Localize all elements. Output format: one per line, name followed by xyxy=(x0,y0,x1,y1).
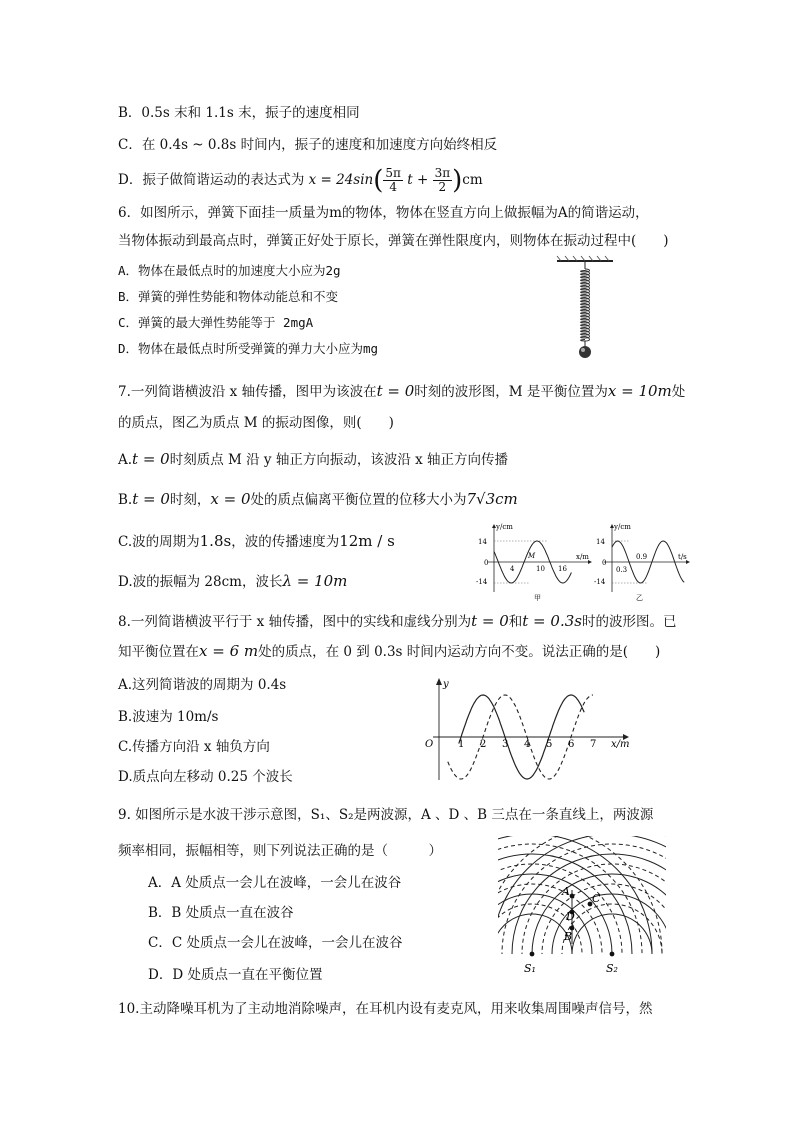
q9-option-a: A．A 处质点一会儿在波峰，一会儿在波谷 xyxy=(148,875,402,891)
q8-option-b: B.波速为 10m/s xyxy=(118,709,219,725)
q6-option-c: C．弹簧的最大弹性势能等于 2mgA xyxy=(118,315,314,330)
q6-option-a: A．物体在最低点时的加速度大小应为2g xyxy=(118,263,341,278)
svg-text:S₂: S₂ xyxy=(606,962,618,975)
svg-text:B: B xyxy=(564,930,573,943)
svg-text:10: 10 xyxy=(536,565,545,573)
figA-caption: 甲 xyxy=(534,594,541,602)
q6-option-b: B．弹簧的弹性势能和物体动能总和不变 xyxy=(118,289,339,304)
q9-option-d: D．D 处质点一直在平衡位置 xyxy=(148,967,323,983)
q6-stem-line2: 当物体振动到最高点时，弹簧正好处于原长，弹簧在弹性限度内，则物体在振动过程中( ) xyxy=(118,233,669,249)
mass-ball-icon xyxy=(579,346,591,358)
svg-text:A: A xyxy=(562,885,570,898)
svg-text:O: O xyxy=(425,739,434,750)
svg-text:16: 16 xyxy=(558,565,567,573)
svg-text:M: M xyxy=(528,552,536,560)
q8-tick-label: 6 xyxy=(568,739,575,750)
q6-option-d: D．物体在最低点时所受弹簧的弹力大小应为mg xyxy=(118,341,379,356)
q8-tick-label: 2 xyxy=(480,739,487,750)
q7-option-a: A.t = 0时刻质点 M 沿 y 轴正方向振动，该波沿 x 轴正方向传播 xyxy=(118,450,509,468)
svg-text:x/m: x/m xyxy=(611,739,630,750)
svg-text:y: y xyxy=(443,679,449,690)
svg-text:0.3: 0.3 xyxy=(616,566,628,574)
svg-text:t/s: t/s xyxy=(678,553,687,561)
q8-tick-label: 7 xyxy=(590,739,597,750)
svg-text:0: 0 xyxy=(602,559,607,567)
q9-stem-line1: 9. 如图所示是水波干涉示意图，S₁、S₂是两波源，A 、D 、B 三点在一条直线上，两波源 xyxy=(118,807,654,823)
q7-option-c: C.波的周期为1.8s，波的传播速度为12m / s xyxy=(118,532,395,550)
q8-option-a: A.这列简谐波的周期为 0.4s xyxy=(118,677,287,693)
q9-stem-line2: 频率相同，振幅相等，则下列说法正确的是（ ） xyxy=(118,843,442,859)
svg-text:0: 0 xyxy=(484,559,489,567)
q8-tick-label: 5 xyxy=(546,739,553,750)
q5-option-d-prefix: D．振子做简谐运动的表达式为 xyxy=(118,172,305,188)
q8-option-d: D.质点向左移动 0.25 个波长 xyxy=(118,769,293,785)
figB-caption: 乙 xyxy=(636,594,643,602)
q7-stem-line2: 的质点，图乙为质点 M 的振动图像，则( ) xyxy=(118,415,394,431)
q5-frac1: $\frac{5\pi}{4}$ xyxy=(385,166,401,194)
q6-stem-line1: 6．如图所示，弹簧下面挂一质量为m的物体，物体在竖直方向上做振幅为A的简谐运动， xyxy=(118,205,649,221)
q8-stem-line2: 知平衡位置在x = 6 m处的质点，在 0 到 0.3s 时间内运动方向不变。说法正确的是( ) xyxy=(118,642,661,660)
q8-stem-line1: 8.一列简谐横波平行于 x 轴传播，图中的实线和虚线分别为t = 0和t = 0.3s时的波形图。已 xyxy=(118,612,677,630)
q5-option-c: C．在 0.4s ~ 0.8s 时间内，振子的速度和加速度方向始终相反 xyxy=(118,137,498,153)
svg-text:0.9: 0.9 xyxy=(636,553,648,561)
q8-tick-label: 1 xyxy=(458,739,465,750)
svg-text:D: D xyxy=(566,910,575,923)
svg-text:14: 14 xyxy=(478,538,487,546)
spring-mass-figure xyxy=(555,255,615,365)
q7-option-d: D.波的振幅为 28cm，波长λ = 10m xyxy=(118,572,348,590)
q9-option-c: C．C 处质点一会儿在波峰，一会儿在波谷 xyxy=(148,935,403,951)
q8-figure-wave xyxy=(415,675,635,785)
svg-text:-14: -14 xyxy=(594,578,606,586)
q5-formula-lhs: x = 24sin xyxy=(308,172,374,188)
q5-option-b: B．0.5s 末和 1.1s 末，振子的速度相同 xyxy=(118,105,360,121)
q9-option-b: B．B 处质点一直在波谷 xyxy=(148,905,294,921)
q7-figure-vibration xyxy=(592,522,692,602)
q5-frac2: $\frac{3\pi}{2}$ xyxy=(434,166,451,194)
q8-tick-label: 4 xyxy=(524,739,531,750)
q7-option-b: B.t = 0时刻，x = 0处的质点偏离平衡位置的位移大小为7√3cm xyxy=(118,490,518,508)
q10-stem-line1: 10.主动降噪耳机为了主动地消除噪声，在耳机内设有麦克风，用来收集周围噪声信号，然 xyxy=(118,1001,653,1017)
q8-tick-label: 3 xyxy=(502,739,509,750)
svg-text:-14: -14 xyxy=(476,578,488,586)
q7-stem-line1: 7.一列简谐横波沿 x 轴传播，图甲为该波在t = 0时刻的波形图，M 是平衡位置为x = 10m处 xyxy=(118,382,686,400)
q7-figure-wave xyxy=(470,522,595,602)
svg-text:14: 14 xyxy=(596,538,605,546)
svg-text:4: 4 xyxy=(510,565,515,573)
q5-option-d: D．振子做简谐运动的表达式为 x = 24sin( $\frac{5\pi}{4}$ t + $\frac{3\pi}{2}$ )cm xyxy=(118,165,483,196)
svg-text:S₁: S₁ xyxy=(524,962,536,975)
q8-option-c: C.传播方向沿 x 轴负方向 xyxy=(118,739,270,755)
svg-text:y/cm: y/cm xyxy=(614,523,631,531)
figA-xlabel: x/m xyxy=(576,553,589,561)
q9-interference-figure xyxy=(490,832,670,982)
svg-text:C: C xyxy=(592,892,601,905)
figA-ylabel: y/cm xyxy=(496,523,513,531)
